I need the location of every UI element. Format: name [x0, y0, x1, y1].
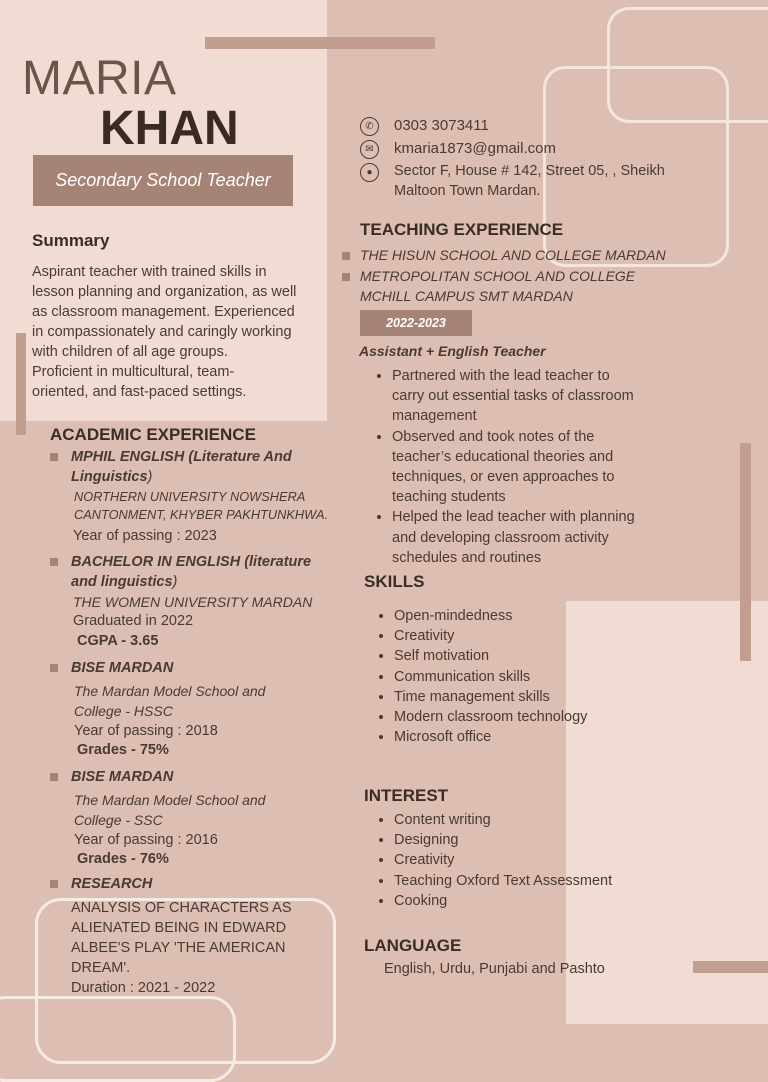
summary-line: in compassionately and caringly working [32, 324, 292, 340]
entry-sub: and linguistics [71, 574, 173, 590]
bullet-square [50, 453, 58, 461]
address-line-2: Maltoon Town Mardan. [394, 183, 541, 199]
skill-item: • Self motivation [394, 646, 677, 666]
academic-entry-bachelor [50, 552, 340, 651]
bullet-square [50, 558, 58, 566]
school-name: METROPOLITAN SCHOOL AND COLLEGE [360, 267, 636, 284]
last-name: KHAN [100, 102, 239, 155]
interest-list [377, 810, 697, 911]
school-name: MCHILL CAMPUS SMT MARDAN [360, 288, 573, 304]
decor-bar-right [740, 443, 751, 661]
address-line-1: Sector F, House # 142, Street 05, , Sheikh [394, 163, 665, 179]
research-line: ALIENATED BEING IN EDWARD [71, 920, 287, 936]
duty-line: management [392, 408, 477, 425]
language-heading: LANGUAGE [364, 936, 462, 955]
skill-item: • Creativity [394, 626, 677, 646]
bullet-square [50, 880, 58, 888]
first-name: MARIA [22, 52, 177, 105]
contact-block [360, 115, 760, 201]
skill-item: • Time management skills [394, 687, 677, 707]
school-name: THE HISUN SCHOOL AND COLLEGE MARDAN [360, 247, 666, 263]
summary-line: Proficient in multicultural, team- [32, 364, 235, 380]
duty-line: techniques, or even approaches to [392, 469, 615, 486]
mail-icon: ✉ [360, 140, 379, 159]
skill-item: • Modern classroom technology [394, 707, 677, 727]
summary-line: Aspirant teacher with trained skills in [32, 264, 267, 280]
bullet-square [50, 773, 58, 781]
summary-heading: Summary [32, 231, 110, 250]
entry-title: BISE MARDAN [71, 660, 174, 676]
duty-item [392, 366, 705, 427]
duty-item [392, 427, 705, 508]
entry-sub: (literature [244, 554, 312, 570]
location-icon: ● [360, 163, 379, 182]
duty-line: and developing classroom activity [392, 529, 609, 546]
entry-sub: ) [147, 469, 153, 485]
year-text: Year of passing : 2023 [73, 528, 217, 544]
skill-item: • Microsoft office [394, 727, 677, 747]
entry-title: BACHELOR IN ENGLISH [71, 554, 241, 570]
academic-entry-hssc [50, 658, 340, 759]
year-text: Year of passing : 2016 [74, 832, 218, 848]
year-text: Year of passing : 2018 [74, 723, 218, 739]
institution: NORTHERN UNIVERSITY NOWSHERA [74, 489, 306, 504]
interest-item: • Creativity [394, 850, 697, 870]
interest-item: • Teaching Oxford Text Assessment [394, 871, 697, 891]
summary-line: oriented, and fast-paced settings. [32, 384, 247, 400]
duties-list [375, 366, 705, 568]
interest-heading: INTEREST [364, 786, 449, 805]
institution: The Mardan Model School and [74, 683, 266, 699]
duty-line: schedules and routines [392, 549, 542, 566]
duty-item [392, 507, 705, 568]
phone-number: 0303 3073411 [394, 117, 489, 134]
institution: THE WOMEN UNIVERSITY MARDAN [73, 594, 313, 610]
interest-item: • Cooking [394, 891, 697, 911]
position-title: Assistant + English Teacher [359, 343, 546, 359]
skill-item: • Open-mindedness [394, 606, 677, 626]
bullet-square [342, 273, 350, 281]
entry-sub: (Literature And [188, 449, 292, 465]
institution: College - HSSC [74, 703, 173, 719]
email-address: kmaria1873@gmail.com [394, 140, 556, 157]
language-text: English, Urdu, Punjabi and Pashto [384, 961, 605, 977]
institution: College - SSC [74, 812, 163, 828]
duty-line: teaching students [392, 489, 506, 506]
academic-entry-ssc [50, 767, 340, 868]
grade-text: CGPA - 3.65 [77, 633, 159, 649]
duty-line: carry out essential tasks of classroom [392, 388, 634, 405]
academic-heading: ACADEMIC EXPERIENCE [50, 425, 256, 444]
decor-frame-2 [607, 7, 768, 123]
academic-entry-mphil [50, 447, 340, 546]
entry-sub: Linguistics [71, 469, 148, 485]
institution: The Mardan Model School and [74, 792, 266, 808]
year-text: Graduated in 2022 [73, 613, 194, 629]
summary-line: as classroom management. Experienced [32, 304, 295, 320]
decor-bar-bottom [693, 961, 768, 973]
academic-entry-research [50, 874, 340, 998]
entry-title: MPHIL ENGLISH [71, 449, 185, 465]
interest-item: • Designing [394, 830, 697, 850]
job-title-badge: Secondary School Teacher [33, 155, 293, 206]
summary-text [32, 262, 332, 402]
research-duration: Duration : 2021 - 2022 [71, 980, 216, 996]
duty-line: • Observed and took notes of the [392, 428, 595, 445]
duty-line: • Partnered with the lead teacher to [392, 368, 610, 384]
grade-text: Grades - 76% [77, 851, 169, 867]
skills-list [377, 606, 677, 747]
phone-icon: ✆ [360, 117, 379, 136]
bullet-square [50, 664, 58, 672]
decor-bar-left [16, 333, 26, 435]
years-badge: 2022-2023 [360, 310, 472, 336]
duty-line: • Helped the lead teacher with planning [392, 509, 635, 526]
duty-line: teacher’s educational theories and [392, 448, 614, 465]
research-line: DREAM'. [71, 960, 131, 976]
summary-line: with children of all age groups. [32, 344, 228, 360]
research-line: ALBEE'S PLAY 'THE AMERICAN [71, 940, 286, 956]
grade-text: Grades - 75% [77, 742, 169, 758]
entry-sub: ) [172, 574, 178, 590]
bullet-square [342, 252, 350, 260]
decor-bar-top [205, 37, 435, 49]
skill-item: • Communication skills [394, 667, 677, 687]
institution: CANTONMENT, KHYBER PAKHTUNKHWA. [74, 507, 329, 522]
skills-heading: SKILLS [364, 572, 425, 591]
research-text [50, 898, 340, 998]
teaching-schools [342, 245, 742, 307]
entry-title: RESEARCH [71, 876, 153, 892]
research-line: ANALYSIS OF CHARACTERS AS [71, 900, 292, 916]
interest-item: • Content writing [394, 810, 697, 830]
summary-line: lesson planning and organization, as well [32, 284, 297, 300]
entry-title: BISE MARDAN [71, 769, 174, 785]
decor-frame-4 [0, 996, 236, 1082]
teaching-heading: TEACHING EXPERIENCE [360, 220, 564, 239]
